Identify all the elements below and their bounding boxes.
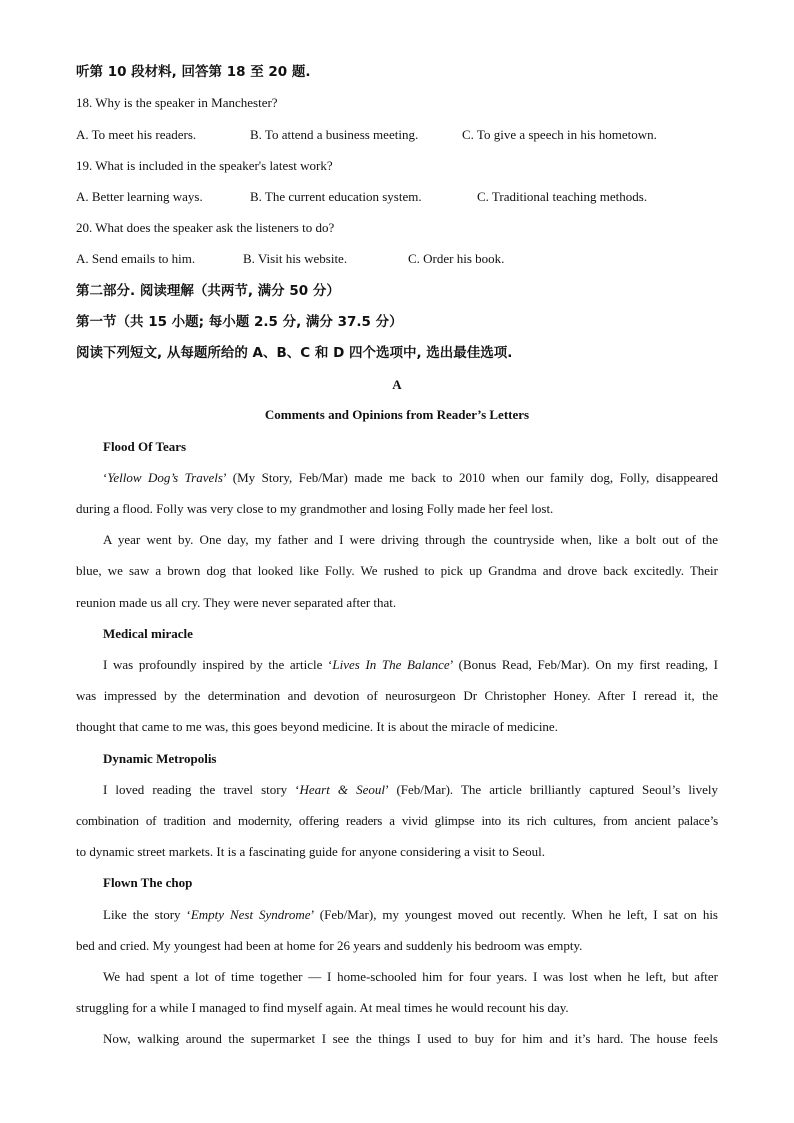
flood-paragraph-1-line-2: during a flood. Folly was very close to my grandmother and losing Folly made her feel lost.	[76, 501, 554, 516]
question-18-option-c: C. To give a speech in his hometown.	[462, 127, 657, 142]
letter-heading-flood: Flood Of Tears	[103, 439, 187, 454]
article-title-lives-in-the-balance: Lives In The Balance	[332, 657, 450, 672]
question-19-stem: 19. What is included in the speaker's latest work?	[76, 158, 333, 173]
question-18-stem: 18. Why is the speaker in Manchester?	[76, 95, 278, 110]
listening-intro: 听第 10 段材料, 回答第 18 至 20 题.	[76, 64, 311, 80]
medical-paragraph-line-2: was impressed by the determination and devotion of neurosurgeon Dr Christopher Honey. After I reread it, the	[76, 688, 718, 703]
metropolis-paragraph-line-2: combination of tradition and modernity, offering readers a vivid glimpse into its rich cultures, from ancient palace’s	[76, 813, 718, 828]
passage-title: Comments and Opinions from Reader’s Letters	[264, 407, 530, 422]
flood-paragraph-2-line-2: blue, we saw a brown dog that looked like Folly. We rushed to pick up Grandma and drove back excitedly. Their	[76, 563, 718, 578]
question-20-option-a: A. Send emails to him.	[76, 251, 196, 266]
letter-heading-medical: Medical miracle	[103, 626, 193, 641]
metropolis-paragraph-line-1: I loved reading the travel story ‘Heart & Seoul’ (Feb/Mar). The article brilliantly captured Seoul’s lively	[103, 782, 719, 797]
chop-paragraph-1-line-2: bed and cried. My youngest had been at home for 26 years and suddenly his bedroom was empty.	[76, 938, 583, 953]
question-18-option-b: B. To attend a business meeting.	[250, 127, 419, 142]
medical-paragraph-line-3: thought that came to me was, this goes beyond medicine. It is about the miracle of medicine.	[76, 719, 558, 734]
chop-paragraph-3-line-1: Now, walking around the supermarket I see the things I used to buy for him and it’s hard. The house feels	[103, 1031, 718, 1046]
flood-paragraph-2-line-3: reunion made us all cry. They were never separated after that.	[76, 595, 397, 610]
metropolis-paragraph-line-3: to dynamic street markets. It is a fascinating guide for anyone considering a visit to Seoul.	[76, 844, 545, 859]
letter-heading-chop: Flown The chop	[103, 875, 193, 890]
question-19-option-a: A. Better learning ways.	[76, 189, 203, 204]
article-title-heart-and-seoul: Heart & Seoul	[299, 782, 386, 797]
chop-paragraph-2-line-2: struggling for a while I managed to find myself again. At meal times he would recount his day.	[76, 1000, 569, 1015]
flood-paragraph-1-line-1: ‘Yellow Dog’s Travels’ (My Story, Feb/Mar) made me back to 2010 when our family dog, Folly, disappeared	[103, 470, 718, 485]
article-title-empty-nest: Empty Nest Syndrome	[190, 907, 311, 922]
question-19-option-c: C. Traditional teaching methods.	[477, 189, 648, 204]
question-20-stem: 20. What does the speaker ask the listeners to do?	[76, 220, 335, 235]
part-two-title: 第二部分. 阅读理解（共两节, 满分 50 分）	[76, 283, 340, 299]
question-19-option-b: B. The current education system.	[250, 189, 422, 204]
letter-heading-metropolis: Dynamic Metropolis	[103, 751, 217, 766]
reading-instruction: 阅读下列短文, 从每题所给的 A、B、C 和 D 四个选项中, 选出最佳选项.	[76, 345, 513, 361]
question-18-option-a: A. To meet his readers.	[76, 127, 197, 142]
question-20-option-b: B. Visit his website.	[243, 251, 348, 266]
passage-letter: A	[392, 377, 402, 392]
chop-paragraph-2-line-1: We had spent a lot of time together — I home-schooled him for four years. I was lost when he left, but after	[103, 969, 718, 984]
chop-paragraph-1-line-1: Like the story ‘Empty Nest Syndrome’ (Feb/Mar), my youngest moved out recently. When he left, I sat on his	[103, 907, 718, 922]
medical-paragraph-line-1: I was profoundly inspired by the article ‘Lives In The Balance’ (Bonus Read, Feb/Mar). On my first reading, I	[103, 657, 718, 672]
flood-paragraph-2-line-1: A year went by. One day, my father and I were driving through the countryside when, like a bolt out of the	[103, 532, 718, 547]
question-20-option-c: C. Order his book.	[408, 251, 505, 266]
article-title-yellow-dog: Yellow Dog’s Travels	[107, 470, 223, 485]
section-one-title: 第一节（共 15 小题; 每小题 2.5 分, 满分 37.5 分）	[76, 314, 403, 330]
